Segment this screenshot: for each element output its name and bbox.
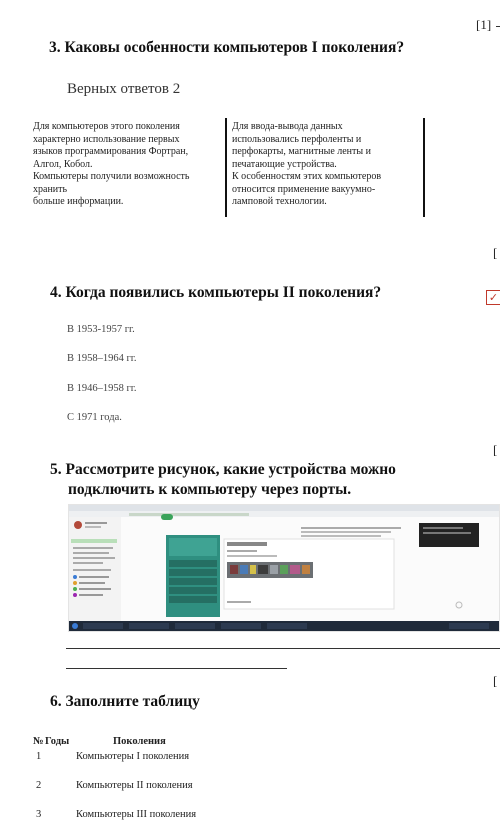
answer-option[interactable]: В 1953-1957 гг. — [67, 324, 135, 335]
row-generation: Компьютеры I поколения — [76, 751, 190, 762]
row-num: 3 — [36, 809, 42, 820]
question-3-title: 3. Каковы особенности компьютеров I поколения? — [49, 39, 405, 56]
answer-cell-right — [232, 121, 422, 209]
cell-divider — [225, 118, 227, 217]
cell-line: печатающие устройства. — [232, 158, 337, 170]
cell-line: Компьютеры получили возможность — [33, 171, 190, 182]
cell-line: хранить — [33, 183, 68, 195]
answer-option[interactable]: В 1958–1964 гг. — [67, 353, 137, 364]
score-mark: [1] — [476, 17, 492, 32]
screenshot-drawing — [69, 505, 499, 631]
score-mark-tick — [496, 26, 500, 27]
question-4-title: 4. Когда появились компьютеры II поколения? — [50, 284, 382, 301]
cell-line: относится применение вакуумно- — [232, 183, 376, 195]
check-icon[interactable]: ✓ — [486, 290, 500, 305]
cell-line: ламповой технологии. — [232, 196, 327, 207]
row-num: 2 — [36, 780, 42, 791]
header-years: Годы — [45, 736, 70, 747]
cell-line: использовались перфоленты и — [232, 133, 362, 145]
row-generation: Компьютеры II поколения — [76, 780, 193, 791]
cell-line: больше информации. — [33, 196, 124, 207]
cell-divider-right — [423, 118, 425, 217]
cell-line: К особенностям этих компьютеров — [232, 171, 382, 182]
score-mark: [ — [493, 673, 498, 688]
answer-line[interactable] — [66, 668, 287, 669]
question-6-title: 6. Заполните таблицу — [50, 693, 200, 710]
answer-cell-left — [33, 121, 223, 209]
cell-line: языков программирования Фортран, — [33, 146, 189, 157]
cell-line: Для компьютеров этого поколения — [33, 121, 180, 132]
score-mark: [ — [493, 442, 498, 457]
header-generation: Поколения — [113, 736, 166, 747]
score-mark: [ — [493, 245, 498, 260]
row-num: 1 — [36, 751, 42, 762]
cell-line: Для ввода-вывода данных — [232, 121, 343, 132]
row-generation: Компьютеры III поколения — [76, 809, 197, 820]
header-num: № — [33, 736, 44, 747]
question-5-title-line2: подключить к компьютеру через порты. — [68, 481, 352, 498]
question-5-title: 5. Рассмотрите рисунок, какие устройства можно — [50, 461, 396, 478]
question-3-subtitle: Верных ответов 2 — [67, 81, 181, 97]
answer-line[interactable] — [66, 648, 500, 649]
cell-line: перфокарты, магнитные ленты и — [232, 146, 371, 157]
answer-option[interactable]: В 1946–1958 гг. — [67, 383, 137, 394]
cell-line: Алгол, Кобол. — [33, 158, 93, 170]
cell-line: характерно использование первых — [33, 133, 180, 145]
answer-option[interactable]: С 1971 года. — [67, 412, 122, 423]
embedded-screenshot-image — [68, 504, 500, 632]
